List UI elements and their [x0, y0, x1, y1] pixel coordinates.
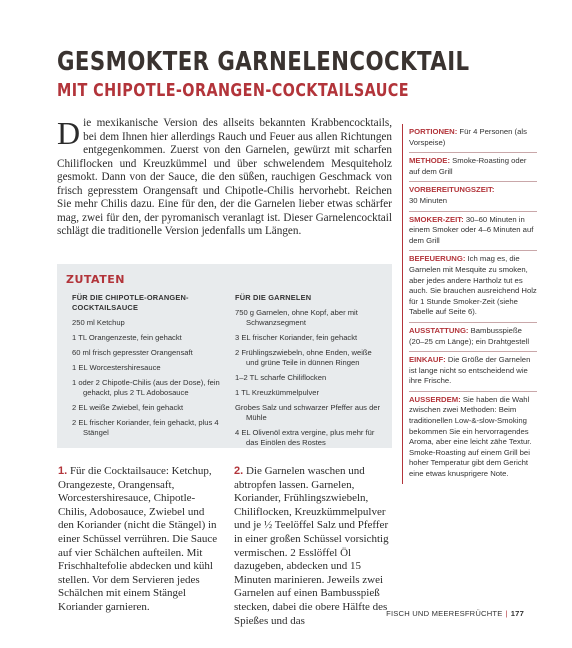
- info-fuel: [409, 251, 537, 323]
- ingredient-item: 1 TL Kreuzkümmelpulver: [235, 388, 319, 397]
- info-value: 30–60 Minuten in einem Smoker oder 4–6 Minuten auf dem Grill: [409, 214, 534, 245]
- ingredient-item: 2 EL weiße Zwiebel, fein gehackt: [72, 403, 184, 412]
- ingredients-right-column: [235, 293, 385, 453]
- info-value: Smoke-Roasting oder auf dem Grill: [409, 156, 527, 176]
- info-value: Für 4 Personen (als Vorspeise): [409, 127, 527, 147]
- info-shopping: [409, 352, 537, 392]
- ingredients-left-subheading: FÜR DIE CHIPOTLE-ORANGEN-COCKTAILSAUCE: [72, 293, 189, 312]
- info-smoker-time: [409, 212, 537, 252]
- ingredient-item: 250 ml Ketchup: [72, 318, 125, 327]
- recipe-info-sidebar: [402, 124, 537, 484]
- info-value: Sie haben die Wahl zwischen zwei Methoden: Beim traditionellen Low-&-slow-Smoking bekommen Sie ein hervorragendes Aroma, aber eine leicht zähe Textur. Smoke-Roasting auf einem Grill bei hoher Temperatur gibt dem Gericht eine etwas knusprigere Note.: [409, 394, 532, 479]
- ingredient-item: Grobes Salz und schwarzer Pfeffer aus der Mühle: [235, 403, 381, 422]
- info-label: AUSSTATTUNG:: [409, 325, 469, 335]
- ingredient-item: 1 EL Worcestershiresauce: [72, 363, 161, 372]
- info-value: Bambusspieße (20–25 cm Länge); ein Drahtgestell: [409, 325, 530, 346]
- ingredient-item: 2 Frühlingszwiebeln, ohne Enden, weiße und grüne Teile in dünnen Ringen: [235, 348, 372, 367]
- page-number: 177: [510, 609, 524, 618]
- step-text: Die Garnelen waschen und abtropfen lassen. Garnelen, Koriander, Frühlingszwiebeln, Chiliflocken, Kreuzkümmelpulver und je ½ Teelöffel Salz und Pfeffer in einer großen Schüssel vorsichtig vermischen. 2 Esslöffel Öl dazugeben, abdecken und 15 Minuten marinieren. Jeweils zwei Garnelen auf einen Bambusspieß stecken, dabei die obere Hälfte des Spießes und das: [234, 465, 389, 627]
- drop-cap: D: [57, 115, 81, 151]
- step-2: [234, 465, 394, 628]
- ingredient-item: 1–2 TL scharfe Chiliflocken: [235, 373, 327, 382]
- info-label: AUSSERDEM:: [409, 394, 461, 404]
- ingredient-item: 2 EL frischer Koriander, fein gehackt, plus 4 Stängel: [72, 418, 219, 437]
- ingredient-item: 1 TL Orangenzeste, fein gehackt: [72, 333, 182, 342]
- step-number: 1.: [58, 465, 68, 477]
- recipe-title: GESMOKTER GARNELENCOCKTAIL: [57, 47, 470, 77]
- intro-text: ie mexikanische Version des allseits bekannten Krabbencocktails, bei dem Ihnen hier allerdings Rauch und Feuer aus allen Richtungen entgegenkommen. Zuerst von den Garnelen, gewürzt mit scharfen Chiliflocken und Kreuzkümmel und über schwelendem Mesquiteholz gesmokt. Dann von der Sauce, die den süßen, rauchigen Geschmack von frisch gepresstem Orangensaft und Chipotle-Chilis hervorhebt. Reichen Sie mehr Chilis dazu. Eine für den, der die Garnelen lieber etwas schärfer mag, zwei für den, der pyromanisch veranlagt ist. Dieser Garnelencocktail schlägt die traditionelle Version jedenfalls um Längen.: [57, 117, 392, 237]
- info-also: [409, 392, 537, 484]
- info-portions: [409, 124, 537, 153]
- info-label: EINKAUF:: [409, 355, 446, 365]
- info-prep-time: [409, 182, 537, 211]
- ingredient-item: 3 EL frischer Koriander, fein gehackt: [235, 333, 358, 342]
- step-number: 2.: [234, 465, 244, 477]
- info-equipment: [409, 323, 537, 352]
- info-label: BEFEUERUNG:: [409, 254, 466, 264]
- footer-separator: |: [505, 609, 508, 618]
- info-method: [409, 153, 537, 182]
- ingredient-item: 60 ml frisch gepresster Orangensaft: [72, 348, 193, 357]
- info-label: VORBEREITUNGSZEIT:: [409, 185, 495, 195]
- footer-section: FISCH UND MEERESFRÜCHTE: [386, 609, 503, 618]
- step-text: Für die Cocktailsauce: Ketchup, Orangezeste, Orangensaft, Worcestershiresauce, Chipotle-Chilis, Adobosauce, Zwiebel und den Koriander (nicht die Stängel) in einer Schüssel verrühren. Die Sauce auf vier Schälchen aufteilen. Mit Frischhaltefolie abdecken und kühl stellen. Vor dem Servieren jedes Schälchen mit einem Stängel Koriander garnieren.: [58, 465, 218, 613]
- ingredients-right-subheading: FÜR DIE GARNELEN: [235, 293, 312, 302]
- info-value: 30 Minuten: [409, 195, 448, 205]
- info-label: SMOKER-ZEIT:: [409, 214, 464, 224]
- ingredients-heading: ZUTATEN: [66, 273, 125, 286]
- info-label: PORTIONEN:: [409, 127, 458, 136]
- info-value: Ich mag es, die Garnelen mit Mesquite zu smoken, aber jedes andere Hartholz tut es auch. Sie brauchen ausreichend Holz für 1 Stunde Smoker-Zeit (siehe Tabelle auf Seite 6).: [409, 254, 537, 317]
- page-footer: [386, 609, 524, 618]
- intro-paragraph: [57, 117, 392, 239]
- ingredient-item: 1 oder 2 Chipotle-Chilis (aus der Dose), fein gehackt, plus 2 TL Adobosauce: [72, 378, 220, 397]
- ingredient-item: 4 EL Olivenöl extra vergine, plus mehr für das Einölen des Rostes: [235, 428, 375, 447]
- info-value: Die Größe der Garnelen ist lange nicht so entscheidend wie ihre Frische.: [409, 355, 531, 386]
- recipe-subtitle: MIT CHIPOTLE-ORANGEN-COCKTAILSAUCE: [57, 80, 410, 101]
- ingredients-left-column: [72, 293, 222, 443]
- step-1: [58, 465, 220, 615]
- ingredient-item: 750 g Garnelen, ohne Kopf, aber mit Schwanzsegment: [235, 308, 358, 327]
- info-label: METHODE:: [409, 156, 450, 166]
